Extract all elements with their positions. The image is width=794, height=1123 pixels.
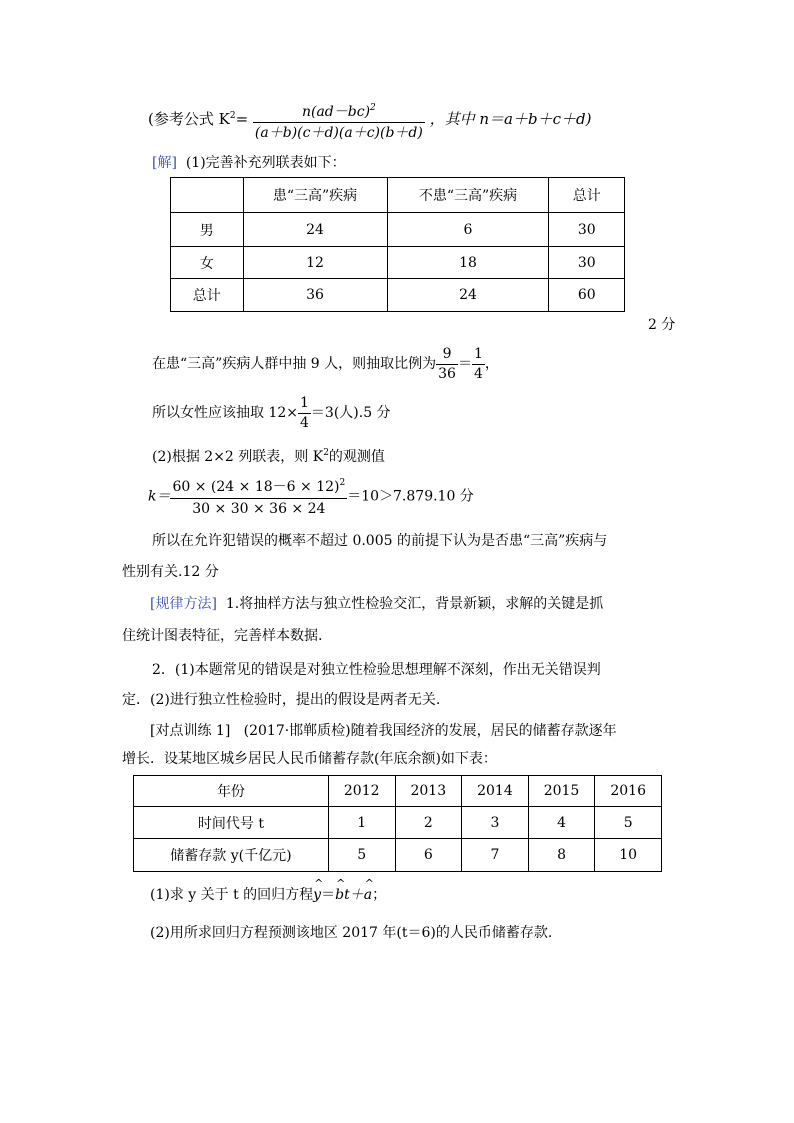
- t1-cell: 18: [387, 247, 549, 279]
- t1-cell: 30: [549, 247, 625, 279]
- method-line-3: 2．(1)本题常见的错误是对独立性检验思想理解不深刻，作出无关错误判: [152, 662, 601, 678]
- t2-header-3: 2014: [462, 776, 529, 807]
- q1-a: ^ a: [364, 887, 372, 903]
- t2-cell: 5: [328, 839, 395, 872]
- t2-cell: 5: [595, 807, 662, 839]
- formula-eq: =: [235, 110, 249, 128]
- formula-sup: 2: [229, 111, 236, 121]
- method-text-1: 1.将抽样方法与独立性检验交汇，背景新颖，求解的关键是抓: [225, 596, 604, 612]
- method-line-1: [150, 593, 603, 613]
- q1-t: t＋: [344, 887, 364, 903]
- sampling-eq: ＝: [457, 356, 472, 372]
- t2-cell: 8: [528, 839, 595, 872]
- part2-sup: 2: [323, 448, 329, 458]
- frac-den: 4: [473, 365, 483, 382]
- t1-cell: 24: [243, 213, 387, 247]
- t2-cell: 10: [595, 839, 662, 872]
- t1-header-3: 总计: [549, 178, 625, 213]
- t1-cell: 男: [171, 213, 244, 247]
- formula-denominator: (a＋b)(c＋d)(a＋c)(b＋d): [254, 124, 423, 141]
- t2-cell: 储蓄存款 y(千亿元): [134, 839, 329, 872]
- t2-cell: 2: [395, 807, 462, 839]
- t1-cell: 女: [171, 247, 244, 279]
- t2-header-5: 2016: [595, 776, 662, 807]
- k-calculation: [148, 474, 474, 518]
- t1-cell: 6: [387, 213, 549, 247]
- t2-cell: 7: [462, 839, 529, 872]
- t1-cell: 36: [243, 279, 387, 312]
- t2-header-2: 2013: [395, 776, 462, 807]
- savings-table: [133, 775, 662, 872]
- t1-cell: 30: [549, 213, 625, 247]
- t1-cell: 总计: [171, 279, 244, 312]
- frac-den: 36: [438, 365, 456, 382]
- t2-cell: 1: [328, 807, 395, 839]
- table-row: [134, 807, 662, 839]
- contingency-table: [170, 177, 625, 312]
- k-lhs: k＝: [148, 488, 171, 505]
- reference-formula: [148, 94, 592, 141]
- t1-header-2: 不患“三高”疾病: [387, 178, 549, 213]
- frac-num: 9: [436, 346, 458, 365]
- formula-numerator: n(ad－bc): [301, 103, 371, 120]
- t1-header-1: 患“三高”疾病: [243, 178, 387, 213]
- training-tag: [对点训练 1]: [150, 723, 231, 739]
- female-line: [152, 393, 391, 433]
- female-frac: [298, 395, 311, 432]
- frac-den: 4: [300, 414, 309, 431]
- t2-cell: 4: [528, 807, 595, 839]
- t2-cell: 6: [395, 839, 462, 872]
- sampling-line: [152, 344, 499, 384]
- t2-header-4: 2015: [528, 776, 595, 807]
- question-2: (2)用所求回归方程预测该地区 2017 年(t＝6)的人民币储蓄存款.: [150, 925, 553, 941]
- solution-line: [152, 152, 346, 172]
- table-row: [171, 213, 625, 247]
- t1-cell: 24: [387, 279, 549, 312]
- part2-line: [152, 446, 385, 466]
- t2-cell: 时间代号 t: [134, 807, 329, 839]
- k-fraction: [170, 474, 347, 519]
- formula-fraction: [253, 99, 425, 142]
- sampling-end: ，: [484, 356, 499, 372]
- conclusion-line-2: 性别有关.12 分: [122, 564, 219, 580]
- t2-header-1: 2012: [328, 776, 395, 807]
- q1-b: ^ b: [335, 887, 344, 903]
- table-row: [171, 279, 625, 312]
- t1-cell: 12: [243, 247, 387, 279]
- sampling-frac-2: [472, 346, 485, 383]
- training-line-2: 增长．设某地区城乡居民人民币储蓄存款(年底余额)如下表：: [122, 751, 497, 767]
- question-1: [150, 884, 386, 904]
- t1-cell: 60: [549, 279, 625, 312]
- table-row: [134, 839, 662, 872]
- t1-header-0: [171, 178, 244, 213]
- frac-num: 1: [472, 346, 485, 365]
- q1-y: ^ y: [313, 887, 321, 903]
- k-num-sup: 2: [339, 478, 346, 488]
- t2-header-0: 年份: [134, 776, 329, 807]
- k-denominator: 30 × 30 × 36 × 24: [192, 501, 326, 517]
- sampling-text: 在患“三高”疾病人群中抽 9 人，则抽取比例为: [152, 356, 437, 372]
- solution-part1: (1)完善补充列联表如下：: [185, 155, 346, 171]
- q1-eq: ＝: [321, 887, 336, 903]
- t2-cell: 3: [462, 807, 529, 839]
- part2-text: (2)根据 2×2 列联表，则 K: [152, 449, 324, 465]
- female-text: 所以女性应该抽取 12×: [152, 405, 298, 421]
- formula-num-sup: 2: [370, 102, 376, 113]
- score-1: 2 分: [648, 317, 676, 333]
- table-row: [171, 247, 625, 279]
- training-text-1: (2017·邯郸质检)随着我国经济的发展，居民的储蓄存款逐年: [243, 723, 617, 739]
- method-line-4: 定．(2)进行独立性检验时，提出的假设是两者无关.: [122, 692, 441, 708]
- part2-end: 的观测值: [328, 449, 385, 465]
- sampling-frac-1: [436, 346, 458, 383]
- method-line-2: 住统计图表特征，完善样本数据.: [122, 628, 323, 644]
- formula-prefix: (参考公式 K: [148, 110, 230, 128]
- solution-tag: [解]: [152, 155, 177, 171]
- conclusion-line-1: 所以在允许犯错误的概率不超过 0.005 的前提下认为是否患“三高”疾病与: [152, 533, 608, 549]
- frac-num: 1: [298, 395, 311, 414]
- q1-end: ；: [372, 887, 387, 903]
- method-tag: [规律方法]: [150, 596, 217, 612]
- training-line-1: [150, 720, 617, 740]
- k-end: ＝10＞7.879.10 分: [347, 488, 474, 505]
- q1-text: (1)求 y 关于 t 的回归方程: [150, 887, 314, 903]
- female-end: ＝3(人).5 分: [310, 405, 391, 421]
- formula-suffix: ，其中 n＝a＋b＋c＋d): [429, 110, 592, 128]
- k-numerator: 60 × (24 × 18－6 × 12): [172, 479, 340, 495]
